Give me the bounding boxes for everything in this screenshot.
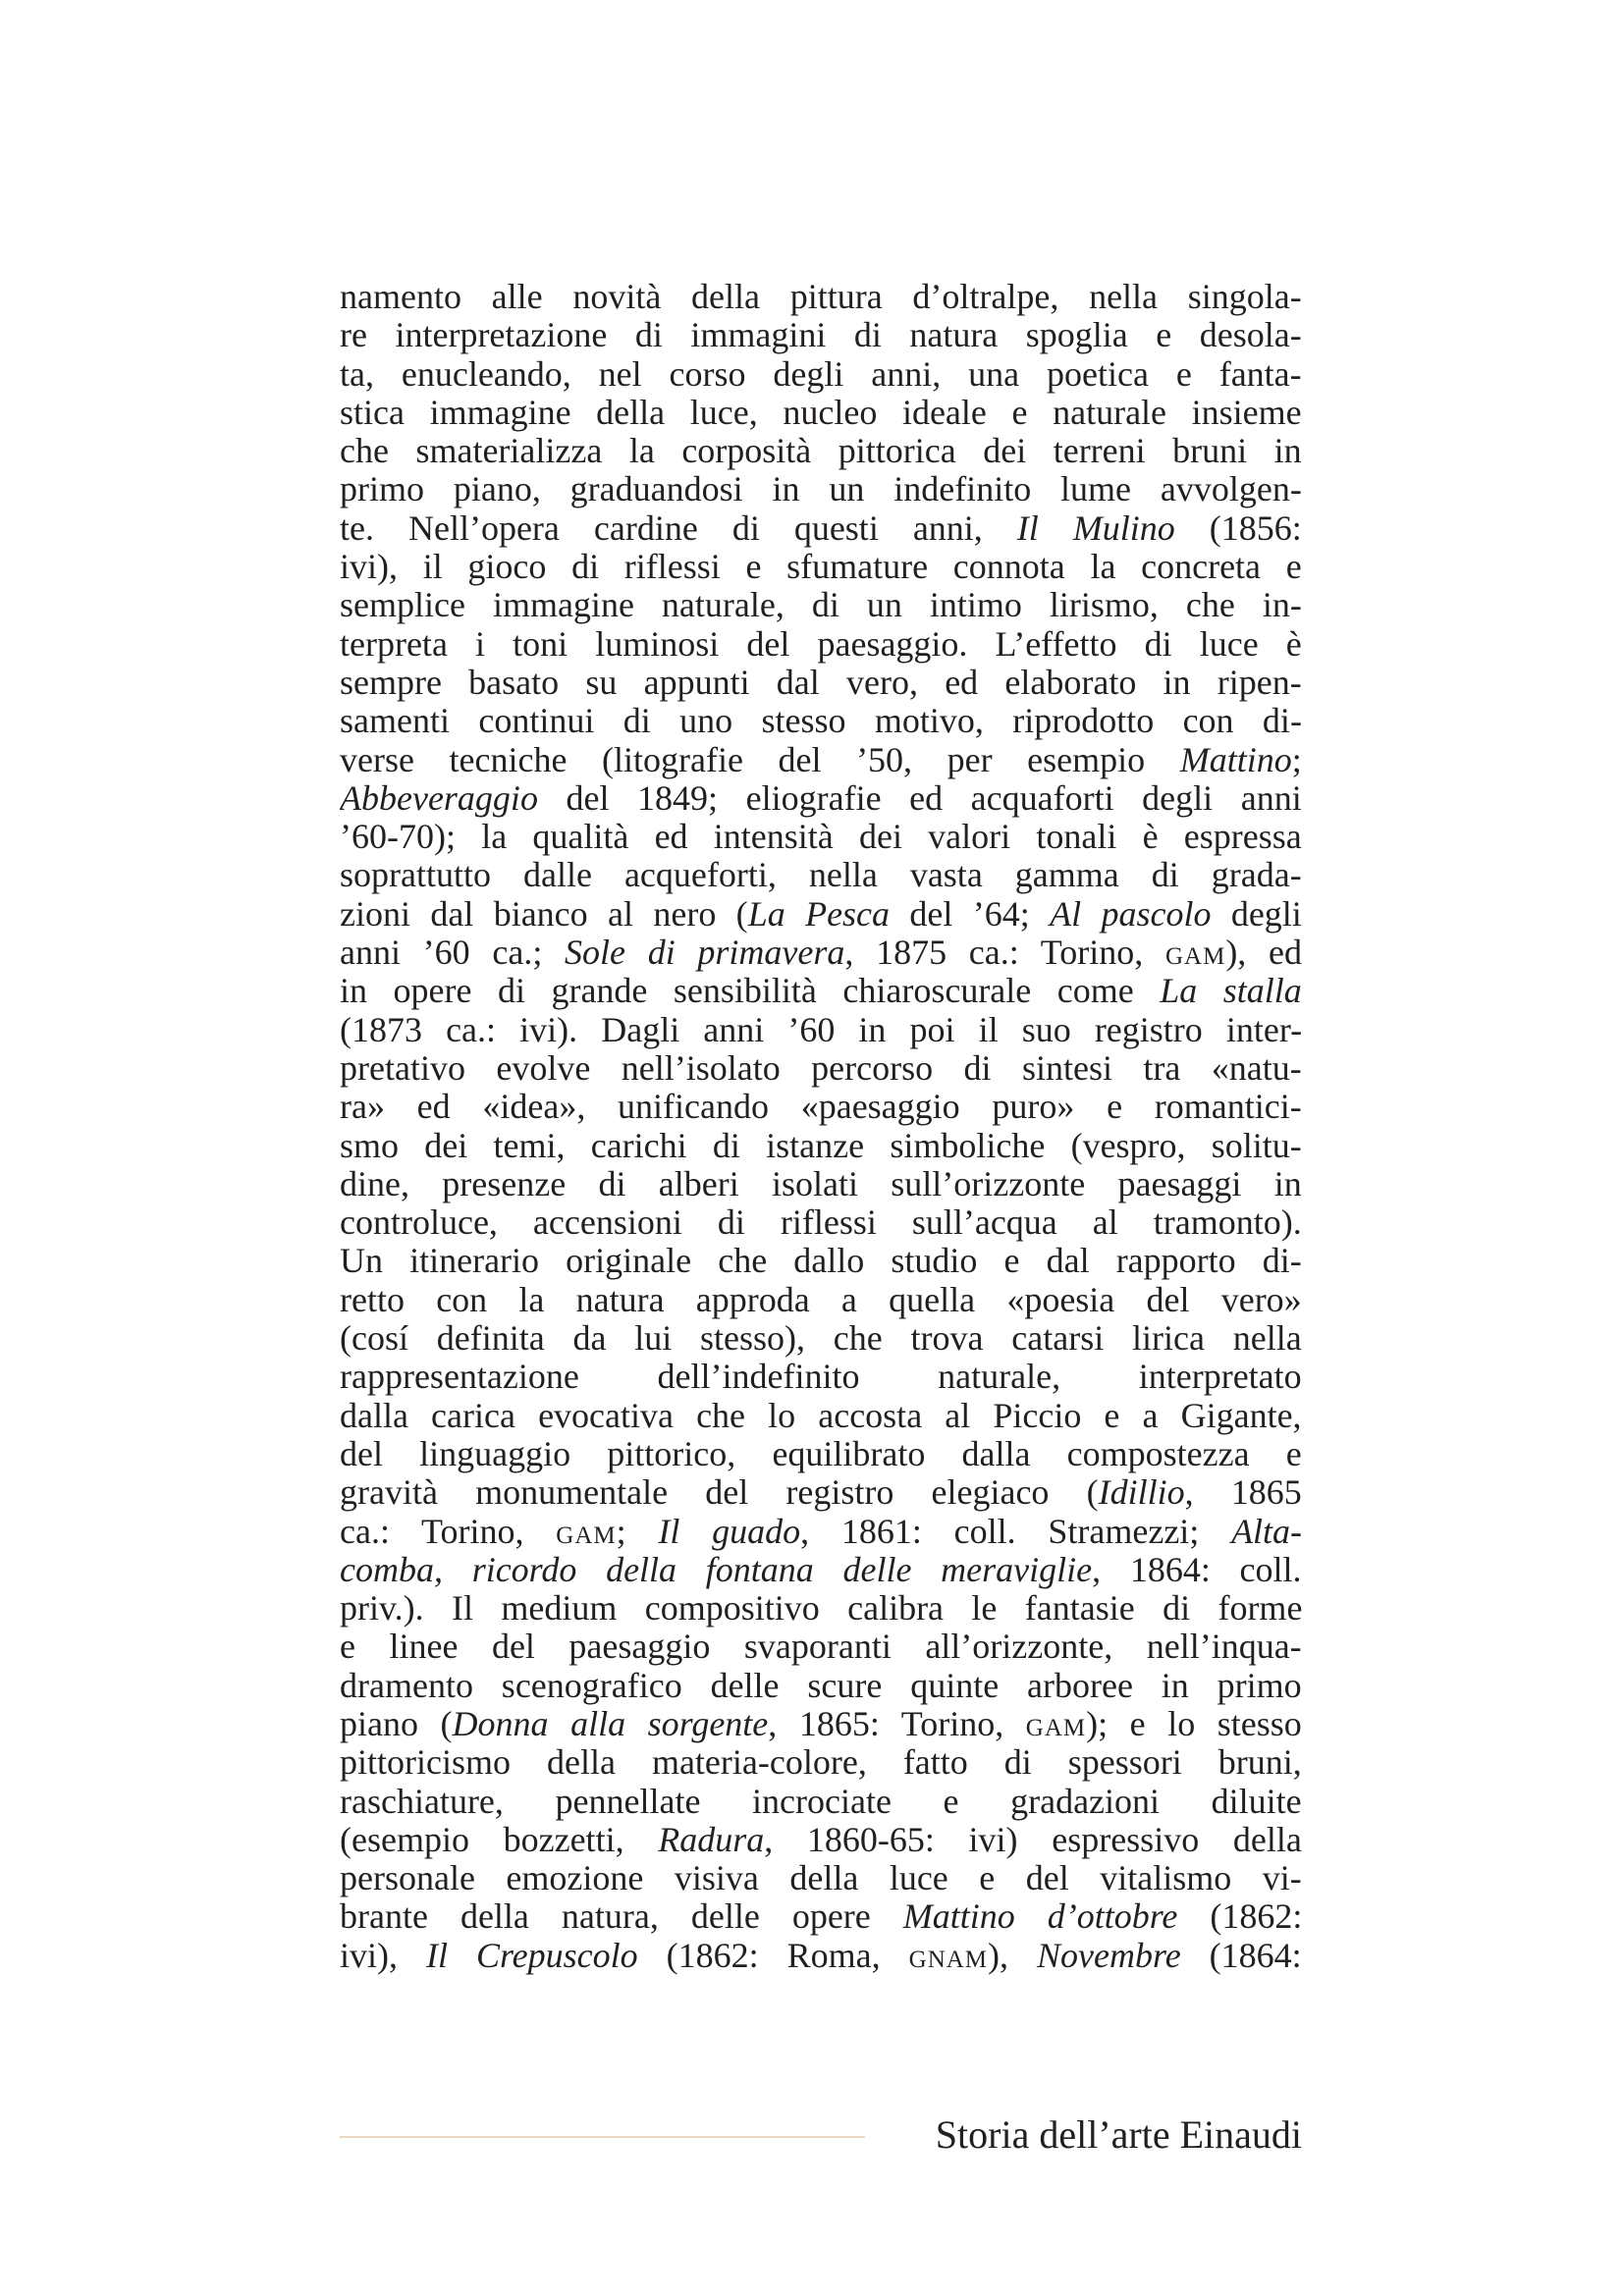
- text-line: [340, 895, 1302, 934]
- text-line: [340, 509, 1302, 548]
- text-line: [340, 1203, 1302, 1242]
- text-segment: (esempio bozzetti,: [340, 1820, 659, 1859]
- italic-title: Abbeveraggio: [340, 778, 538, 818]
- text-line: [340, 278, 1302, 316]
- text-segment: pretativo evolve nell’isolato percorso di sintesi tra «natu-: [340, 1048, 1302, 1088]
- text-line: [340, 1897, 1302, 1936]
- text-segment: re interpretazione di immagini di natura spoglia e desola-: [340, 316, 1302, 355]
- text-line: [340, 1127, 1302, 1165]
- text-line: [340, 818, 1302, 856]
- text-segment: gravità monumentale del registro elegiaco (: [340, 1473, 1099, 1513]
- text-segment: stica immagine della luce, nucleo ideale e naturale insieme: [340, 393, 1302, 432]
- text-line: [340, 1049, 1302, 1088]
- footer-title: Storia dell’arte Einaudi: [935, 2112, 1302, 2157]
- text-segment: e linee del paesaggio svaporanti all’orizzonte, nell’inqua-: [340, 1628, 1302, 1667]
- text-segment: (1862:: [1177, 1897, 1302, 1937]
- text-segment: controluce, accensioni di riflessi sull’acqua al tramonto).: [340, 1203, 1302, 1243]
- text-segment: ’60-70); la qualità ed intensità dei valori tonali è espressa: [340, 818, 1302, 857]
- text-segment: , 1875 ca.: Torino,: [844, 934, 1165, 973]
- text-line: [340, 1859, 1302, 1897]
- text-segment: soprattutto dalle acqueforti, nella vasta gamma di grada-: [340, 856, 1302, 895]
- text-line: [340, 1783, 1302, 1821]
- footer-rule: [340, 2136, 865, 2138]
- italic-title: Il guado: [658, 1512, 801, 1551]
- text-line: [340, 1011, 1302, 1049]
- text-line: [340, 1281, 1302, 1319]
- text-segment: verse tecniche (litografie del ’50, per esempio: [340, 740, 1180, 779]
- text-segment: ),: [988, 1936, 1038, 1975]
- text-segment: zioni dal bianco al nero (: [340, 894, 748, 934]
- text-line: [340, 1397, 1302, 1435]
- text-segment: (1856:: [1174, 508, 1302, 548]
- text-segment: primo piano, graduandosi in un indefinito lume avvolgen-: [340, 470, 1302, 509]
- text-segment: dalla carica evocativa che lo accosta al Piccio e a Gigante,: [340, 1396, 1302, 1435]
- text-segment: in opere di grande sensibilità chiaroscurale come: [340, 972, 1161, 1011]
- text-segment: ;: [616, 1512, 659, 1551]
- italic-title: Idillio: [1098, 1473, 1185, 1513]
- text-segment: retto con la natura approda a quella «poesia del vero»: [340, 1280, 1302, 1319]
- text-segment: dine, presenze di alberi isolati sull’orizzonte paesaggi in: [340, 1164, 1302, 1203]
- text-line: [340, 1743, 1302, 1782]
- page-footer: [340, 2110, 1302, 2160]
- text-line: [340, 1088, 1302, 1126]
- text-line: [340, 741, 1302, 779]
- text-line: [340, 856, 1302, 894]
- text-line: [340, 1589, 1302, 1628]
- text-line: [340, 1473, 1302, 1512]
- text-line: [340, 1358, 1302, 1396]
- text-segment: degli: [1211, 894, 1302, 934]
- text-segment: te. Nell’opera cardine di questi anni,: [340, 508, 1017, 548]
- text-segment: rappresentazione dell’indefinito naturale, interpretato: [340, 1358, 1302, 1397]
- text-segment: , 1865: [1184, 1473, 1302, 1513]
- text-segment: smo dei temi, carichi di istanze simboliche (vespro, solitu-: [340, 1126, 1302, 1165]
- text-line: [340, 394, 1302, 432]
- text-segment: namento alle novità della pittura d’oltralpe, nella singola-: [340, 278, 1302, 316]
- text-segment: del linguaggio pittorico, equilibrato dalla compostezza e: [340, 1434, 1302, 1473]
- text-line: [340, 1319, 1302, 1358]
- text-segment: dramento scenografico delle scure quinte arboree in primo: [340, 1666, 1302, 1705]
- italic-title: La Pesca: [747, 894, 891, 934]
- text-segment: ra» ed «idea», unificando «paesaggio puro» e romantici-: [340, 1088, 1302, 1127]
- text-segment: del 1849; eliografie ed acquaforti degli anni: [537, 778, 1302, 818]
- text-segment: , 1860-65: ivi) espressivo della: [764, 1820, 1302, 1859]
- italic-title: Il Mulino: [1016, 508, 1175, 548]
- text-segment: che smaterializza la corposità pittorica dei terreni bruni in: [340, 432, 1302, 471]
- text-segment: (1864:: [1180, 1936, 1302, 1975]
- text-segment: sempre basato su appunti dal vero, ed elaborato in ripen-: [340, 663, 1302, 702]
- text-segment: ta, enucleando, nel corso degli anni, una poetica e fanta-: [340, 354, 1302, 394]
- italic-title: La stalla: [1160, 972, 1302, 1011]
- italic-title: Radura: [658, 1820, 765, 1859]
- text-line: [340, 1628, 1302, 1666]
- italic-title: Alta-: [1231, 1512, 1302, 1551]
- text-segment: , 1865: Torino,: [768, 1704, 1026, 1743]
- text-line: [340, 470, 1302, 508]
- text-segment: raschiature, pennellate incrociate e gradazioni diluite: [340, 1782, 1302, 1821]
- acronym: gam: [1025, 1704, 1087, 1743]
- acronym: gnam: [908, 1936, 989, 1975]
- text-line: [340, 1551, 1302, 1589]
- text-line: [340, 1165, 1302, 1203]
- text-line: [340, 972, 1302, 1010]
- text-segment: ;: [1291, 740, 1302, 779]
- text-line: [340, 548, 1302, 586]
- text-segment: , 1861: coll. Stramezzi;: [800, 1512, 1232, 1551]
- italic-title: Donna alla sorgente: [452, 1704, 769, 1743]
- text-segment: (cosí definita da lui stesso), che trova catarsi lirica nella: [340, 1319, 1302, 1359]
- text-line: [340, 432, 1302, 470]
- text-segment: personale emozione visiva della luce e del vitalismo vi-: [340, 1859, 1302, 1898]
- text-segment: pittoricismo della materia-colore, fatto di spessori bruni,: [340, 1743, 1302, 1783]
- text-segment: , 1864: coll.: [1092, 1550, 1302, 1589]
- text-line: [340, 664, 1302, 702]
- text-segment: priv.). Il medium compositivo calibra le fantasie di forme: [340, 1589, 1302, 1629]
- text-segment: semplice immagine naturale, di un intimo lirismo, che in-: [340, 586, 1302, 625]
- text-line: [340, 1667, 1302, 1705]
- italic-title: Al pascolo: [1050, 894, 1212, 934]
- italic-title: Novembre: [1037, 1936, 1181, 1975]
- italic-title: Mattino: [1179, 740, 1292, 779]
- text-line: [340, 702, 1302, 740]
- text-segment: (1862: Roma,: [637, 1936, 909, 1975]
- text-segment: del ’64;: [890, 894, 1051, 934]
- italic-title: Mattino d’ottobre: [902, 1897, 1178, 1937]
- text-segment: piano (: [340, 1704, 453, 1743]
- text-line: [340, 779, 1302, 818]
- text-segment: samenti continui di uno stesso motivo, riprodotto con di-: [340, 702, 1302, 741]
- acronym: gam: [556, 1512, 617, 1551]
- text-segment: terpreta i toni luminosi del paesaggio. L’effetto di luce è: [340, 624, 1302, 664]
- italic-title: comba, ricordo della fontana delle meraviglie: [340, 1550, 1093, 1589]
- text-segment: (1873 ca.: ivi). Dagli anni ’60 in poi il suo registro inter-: [340, 1010, 1302, 1049]
- text-segment: ivi), il gioco di riflessi e sfumature connota la concreta e: [340, 548, 1302, 587]
- body-text: [340, 278, 1302, 1975]
- italic-title: Sole di primavera: [565, 934, 845, 973]
- text-segment: ); e lo stesso: [1086, 1704, 1302, 1743]
- text-segment: brante della natura, delle opere: [340, 1897, 903, 1937]
- text-segment: ivi),: [340, 1936, 426, 1975]
- text-line: [340, 625, 1302, 664]
- text-segment: anni ’60 ca.;: [340, 934, 566, 973]
- text-line: [340, 1705, 1302, 1743]
- text-line: [340, 934, 1302, 972]
- italic-title: Il Crepuscolo: [426, 1936, 638, 1975]
- text-segment: Un itinerario originale che dallo studio e dal rapporto di-: [340, 1242, 1302, 1281]
- text-line: [340, 1821, 1302, 1859]
- text-line: [340, 1937, 1302, 1975]
- text-line: [340, 1513, 1302, 1551]
- text-line: [340, 1242, 1302, 1280]
- text-line: [340, 586, 1302, 624]
- text-segment: ), ed: [1225, 934, 1302, 973]
- text-line: [340, 316, 1302, 354]
- acronym: gam: [1164, 934, 1226, 973]
- text-line: [340, 1435, 1302, 1473]
- text-line: [340, 355, 1302, 394]
- text-segment: ca.: Torino,: [340, 1512, 557, 1551]
